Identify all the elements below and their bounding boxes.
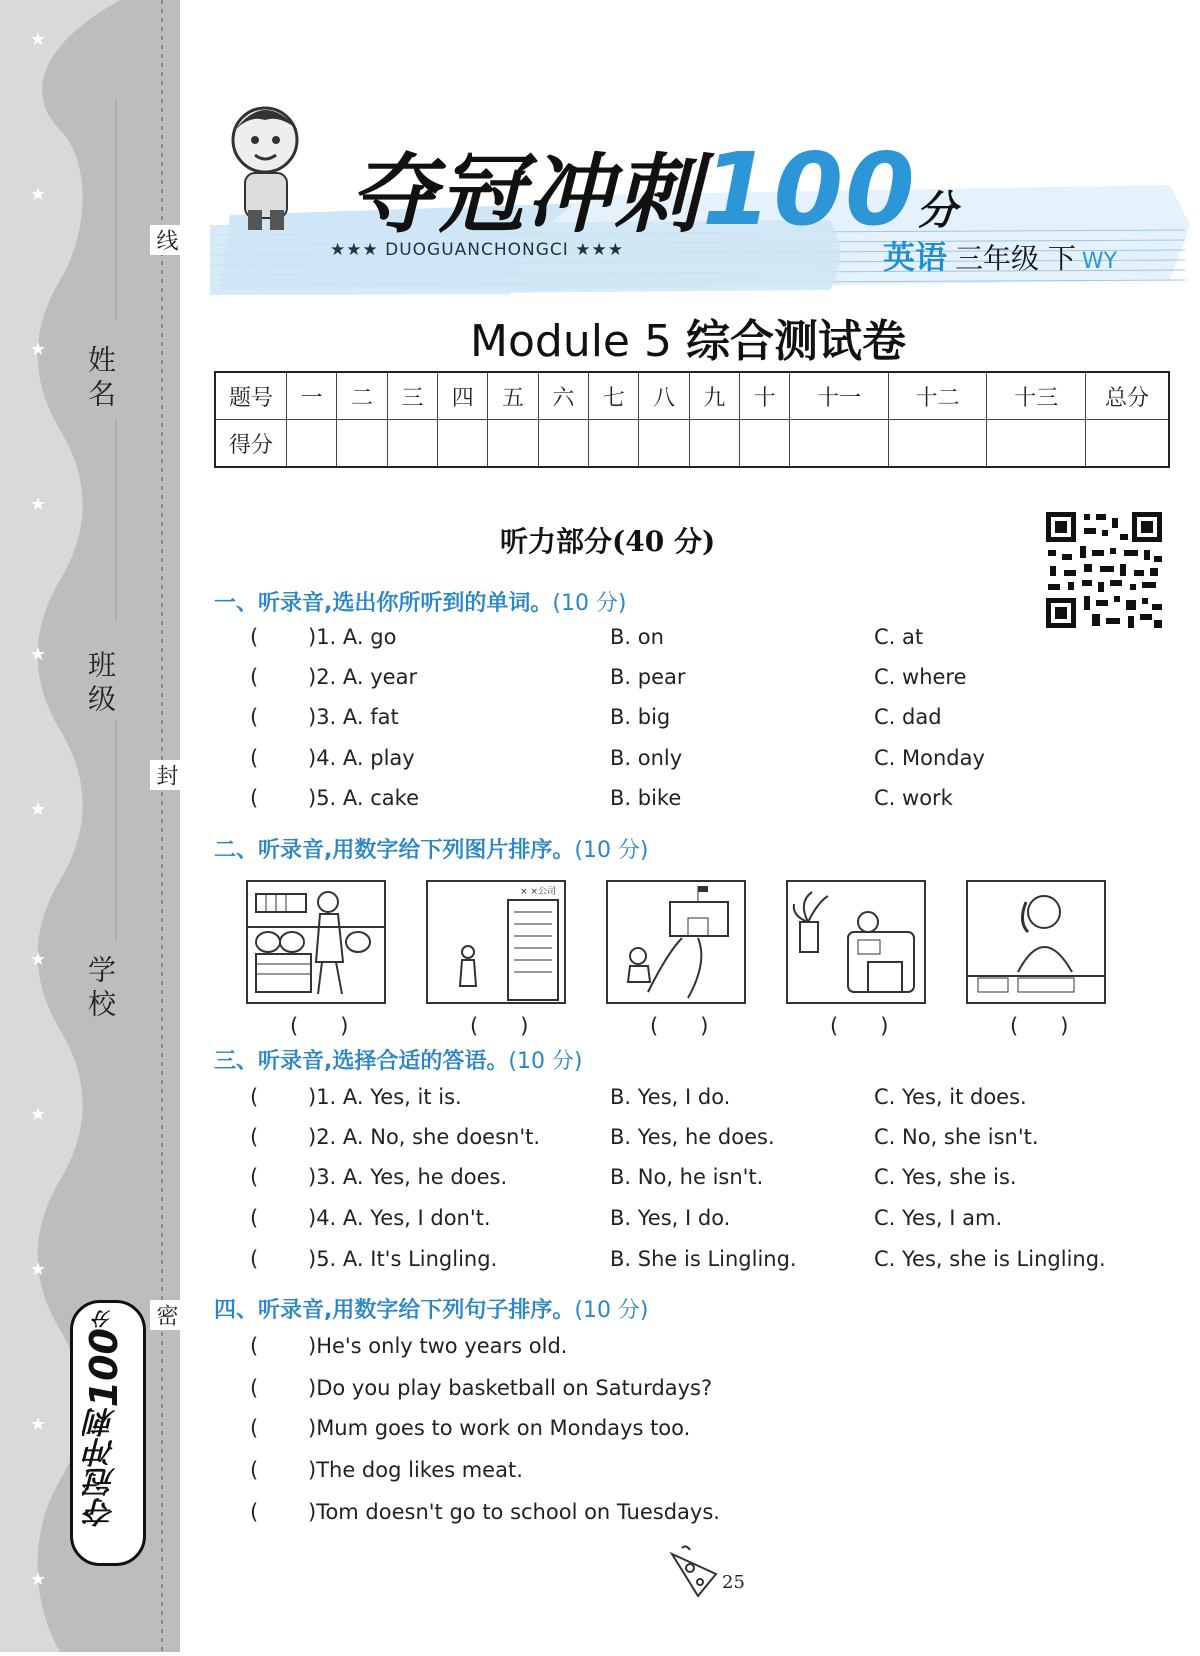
list-item: )Mum goes to work on Mondays too.	[308, 1416, 691, 1440]
list-item: B. only	[610, 746, 683, 770]
seal-mark-line: 线	[150, 225, 181, 255]
answer-paren[interactable]: (	[250, 1334, 259, 1358]
name-underline	[115, 100, 117, 320]
page-number: 25	[722, 1572, 745, 1593]
list-item: )Do you play basketball on Saturdays?	[308, 1376, 713, 1400]
score-input-cell[interactable]	[287, 420, 337, 468]
picture-school	[606, 880, 746, 1004]
picture-answer-paren[interactable]: ( )	[1010, 1014, 1069, 1038]
list-item: C. No, she isn't.	[874, 1125, 1039, 1149]
list-item: B. on	[610, 625, 664, 649]
module-name: Module 5	[470, 316, 672, 367]
grade-label: 三年级 下	[955, 242, 1076, 275]
table-cell: 十三	[987, 372, 1086, 420]
answer-paren[interactable]: (	[250, 1416, 259, 1440]
answer-paren[interactable]: (	[250, 746, 259, 770]
picture-man-phone	[966, 880, 1106, 1004]
table-row	[215, 420, 1169, 468]
school-building-icon	[608, 882, 744, 1002]
list-item: C. Yes, she is.	[874, 1165, 1017, 1189]
score-input-cell[interactable]	[888, 420, 986, 468]
list-item: C. Monday	[874, 746, 985, 770]
test-name: 综合测试卷	[685, 316, 906, 367]
answer-paren[interactable]: (	[250, 1500, 259, 1524]
seal-mark-seal: 封	[150, 760, 181, 790]
svg-text:★: ★	[30, 949, 47, 970]
table-cell: 二	[337, 372, 387, 420]
list-item: )3. A. fat	[308, 705, 399, 729]
score-input-cell[interactable]	[337, 420, 387, 468]
score-input-cell[interactable]	[1086, 420, 1170, 468]
score-input-cell[interactable]	[538, 420, 588, 468]
table-cell: 十一	[790, 372, 888, 420]
list-item: B. pear	[610, 665, 686, 689]
score-input-cell[interactable]	[488, 420, 538, 468]
score-input-cell[interactable]	[987, 420, 1086, 468]
section-4-heading: 四、听录音,用数字给下列句子排序。(10 分)	[214, 1298, 649, 1323]
picture-answer-paren[interactable]: ( )	[830, 1014, 889, 1038]
answer-paren[interactable]: (	[250, 1085, 259, 1109]
list-item: )2. A. No, she doesn't.	[308, 1125, 541, 1149]
list-item: )1. A. Yes, it is.	[308, 1085, 462, 1109]
score-input-cell[interactable]	[589, 420, 639, 468]
list-item: C. Yes, I am.	[874, 1206, 1003, 1230]
sidebar-brand-text: 夺冠冲刺100分	[82, 1310, 126, 1528]
list-item: )4. A. play	[308, 746, 415, 770]
picture-answer-paren[interactable]: ( )	[290, 1014, 349, 1038]
list-item: )3. A. Yes, he does.	[308, 1165, 508, 1189]
office-building-icon	[428, 882, 564, 1002]
list-item: C. Yes, she is Lingling.	[874, 1247, 1106, 1271]
svg-text:★: ★	[30, 184, 47, 205]
svg-text:★: ★	[30, 1104, 47, 1125]
picture-shopping	[246, 880, 386, 1004]
svg-text:★: ★	[30, 339, 47, 360]
answer-paren[interactable]: (	[250, 1458, 259, 1482]
list-item: B. bike	[610, 786, 682, 810]
svg-text:★: ★	[30, 799, 47, 820]
listening-section-title: 听力部分(40 分)	[500, 525, 716, 558]
list-item: B. She is Lingling.	[610, 1247, 797, 1271]
answer-paren[interactable]: (	[250, 1125, 259, 1149]
list-item: C. Yes, it does.	[874, 1085, 1027, 1109]
school-field-label: 学校	[84, 955, 117, 1023]
table-cell: 一	[287, 372, 337, 420]
subject-label	[883, 232, 1117, 278]
brand-title: 夺冠冲刺100分	[350, 131, 959, 248]
answer-paren[interactable]: (	[250, 1247, 259, 1271]
table-row	[215, 372, 1169, 420]
list-item: )He's only two years old.	[308, 1334, 568, 1358]
svg-text:★: ★	[30, 29, 47, 50]
score-input-cell[interactable]	[689, 420, 739, 468]
class-underline	[115, 420, 117, 620]
svg-text:★: ★	[30, 1569, 47, 1590]
sign-text: × ×公司	[520, 887, 556, 897]
list-item: B. Yes, I do.	[610, 1206, 731, 1230]
list-item: B. No, he isn't.	[610, 1165, 764, 1189]
seal-mark-secret: 密	[150, 1300, 181, 1330]
class-field-label: 班级	[84, 650, 117, 718]
list-item: )The dog likes meat.	[308, 1458, 523, 1482]
subject-name: 英语	[883, 238, 948, 276]
list-item: C. dad	[874, 705, 942, 729]
girl-reading-icon	[788, 882, 924, 1002]
answer-paren[interactable]: (	[250, 705, 259, 729]
score-input-cell[interactable]	[740, 420, 790, 468]
list-item: B. big	[610, 705, 671, 729]
table-cell: 得分	[215, 420, 287, 468]
brand-pinyin: ★★★ DUOGUANCHONGCI ★★★	[330, 240, 624, 260]
picture-girl-reading	[786, 880, 926, 1004]
section-3-heading: 三、听录音,选择合适的答语。(10 分)	[214, 1049, 583, 1074]
answer-paren[interactable]: (	[250, 665, 259, 689]
table-cell: 六	[538, 372, 588, 420]
table-cell: 九	[689, 372, 739, 420]
answer-paren[interactable]: (	[250, 625, 259, 649]
table-cell: 四	[438, 372, 488, 420]
picture-answer-paren[interactable]: ( )	[470, 1014, 529, 1038]
svg-text:★: ★	[30, 1414, 47, 1435]
list-item: )1. A. go	[308, 625, 397, 649]
table-cell: 十二	[888, 372, 986, 420]
cartoon-boy-icon	[233, 108, 298, 230]
cheese-icon	[668, 1544, 720, 1600]
picture-office-building	[426, 880, 566, 1004]
answer-paren[interactable]: (	[250, 786, 259, 810]
list-item: )5. A. cake	[308, 786, 419, 810]
shopping-cart-icon	[248, 882, 384, 1002]
list-item: )5. A. It's Lingling.	[308, 1247, 498, 1271]
list-item: )Tom doesn't go to school on Tuesdays.	[308, 1500, 720, 1524]
page-title	[470, 305, 906, 369]
answer-paren[interactable]: (	[250, 1376, 259, 1400]
table-cell: 八	[639, 372, 689, 420]
score-input-cell[interactable]	[387, 420, 437, 468]
score-table	[214, 371, 1170, 468]
answer-paren[interactable]: (	[250, 1206, 259, 1230]
score-input-cell[interactable]	[790, 420, 888, 468]
school-underline	[115, 720, 117, 940]
list-item: )2. A. year	[308, 665, 418, 689]
table-cell: 五	[488, 372, 538, 420]
score-input-cell[interactable]	[438, 420, 488, 468]
answer-paren[interactable]: (	[250, 1165, 259, 1189]
binding-margin	[0, 0, 180, 1652]
section-1-heading: 一、听录音,选出你所听到的单词。(10 分)	[214, 591, 627, 616]
score-input-cell[interactable]	[639, 420, 689, 468]
edition-label: WY	[1081, 249, 1118, 274]
table-cell: 题号	[215, 372, 287, 420]
list-item: B. Yes, I do.	[610, 1085, 731, 1109]
list-item: C. at	[874, 625, 924, 649]
qr-code-icon[interactable]	[1044, 510, 1164, 630]
svg-text:★: ★	[30, 644, 47, 665]
list-item: C. where	[874, 665, 967, 689]
list-item: C. work	[874, 786, 953, 810]
svg-text:★: ★	[30, 1259, 47, 1280]
list-item: B. Yes, he does.	[610, 1125, 775, 1149]
table-cell: 三	[387, 372, 437, 420]
list-item: )4. A. Yes, I don't.	[308, 1206, 491, 1230]
picture-answer-paren[interactable]: ( )	[650, 1014, 709, 1038]
man-on-phone-icon	[968, 882, 1104, 1002]
table-cell: 七	[589, 372, 639, 420]
table-cell: 十	[740, 372, 790, 420]
section-2-heading: 二、听录音,用数字给下列图片排序。(10 分)	[214, 838, 649, 863]
svg-text:★: ★	[30, 494, 47, 515]
name-field-label: 姓名	[84, 345, 117, 413]
table-cell: 总分	[1086, 372, 1170, 420]
